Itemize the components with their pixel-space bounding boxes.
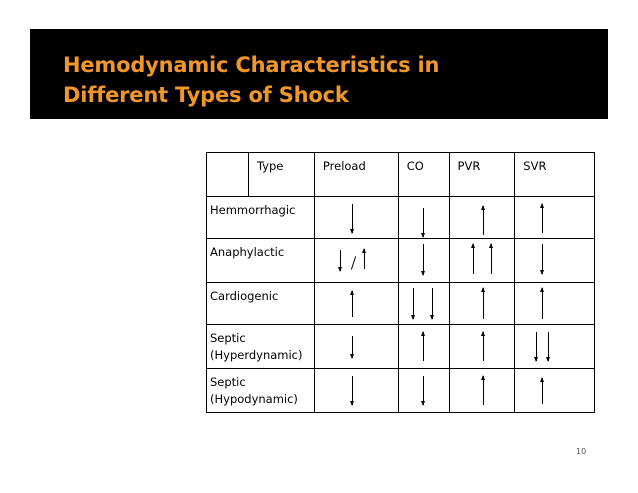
up-arrow-icon (352, 291, 353, 317)
row-type-label: Anaphylactic (207, 239, 315, 283)
pvr-cell (449, 369, 515, 413)
down-arrow-icon (432, 288, 433, 319)
row-type-label: Septic (Hyperdynamic) (207, 325, 315, 369)
down-arrow-icon (352, 336, 353, 358)
header-pvr: PVR (449, 153, 515, 197)
up-arrow-icon (542, 204, 543, 233)
up-arrow-icon (542, 288, 543, 319)
pvr-cell (449, 325, 515, 369)
up-arrow-icon (364, 249, 365, 269)
slide-title-line-1: Hemodynamic Characteristics in (63, 53, 440, 77)
page-number: 10 (576, 447, 587, 456)
svr-cell (515, 369, 595, 413)
down-arrow-icon (536, 332, 537, 361)
up-arrow-icon (483, 376, 484, 405)
row-type-label: Septic (Hypodynamic) (207, 369, 315, 413)
table-row (207, 369, 595, 413)
header-co: CO (398, 153, 449, 197)
down-arrow-icon (352, 204, 353, 233)
shock-characteristics-table (206, 152, 595, 413)
up-arrow-icon (542, 378, 543, 404)
down-arrow-icon (548, 332, 549, 361)
preload-cell (314, 283, 398, 325)
preload-cell (314, 239, 398, 283)
table-row (207, 325, 595, 369)
up-arrow-icon (483, 332, 484, 361)
down-arrow-icon (423, 208, 424, 237)
table-row (207, 197, 595, 239)
down-arrow-icon (423, 244, 424, 275)
up-arrow-icon (483, 288, 484, 319)
header-svr: SVR (515, 153, 595, 197)
row-type-label: Cardiogenic (207, 283, 315, 325)
header-type: Type (248, 153, 314, 197)
row-type-label: Hemmorrhagic (207, 197, 315, 239)
co-cell (398, 325, 449, 369)
up-arrow-icon (491, 244, 492, 274)
table-row (207, 239, 595, 283)
preload-cell (314, 369, 398, 413)
svr-cell (515, 239, 595, 283)
down-arrow-icon (413, 288, 414, 319)
pvr-cell (449, 239, 515, 283)
co-cell (398, 239, 449, 283)
down-arrow-icon (340, 250, 341, 271)
svr-cell (515, 325, 595, 369)
co-cell (398, 197, 449, 239)
preload-cell (314, 197, 398, 239)
title-banner (30, 29, 608, 119)
table-row (207, 283, 595, 325)
down-arrow-icon (542, 244, 543, 274)
slash-separator-icon (351, 256, 356, 270)
up-arrow-icon (473, 244, 474, 274)
svr-cell (515, 283, 595, 325)
down-arrow-icon (423, 376, 424, 405)
preload-cell (314, 325, 398, 369)
co-cell (398, 369, 449, 413)
down-arrow-icon (352, 376, 353, 405)
header-blank-cell (207, 153, 249, 197)
up-arrow-icon (423, 332, 424, 361)
co-cell (398, 283, 449, 325)
table-header-row (207, 153, 595, 197)
pvr-cell (449, 197, 515, 239)
slide-title-line-2: Different Types of Shock (63, 83, 349, 107)
svr-cell (515, 197, 595, 239)
header-preload: Preload (314, 153, 398, 197)
pvr-cell (449, 283, 515, 325)
up-arrow-icon (483, 206, 484, 235)
